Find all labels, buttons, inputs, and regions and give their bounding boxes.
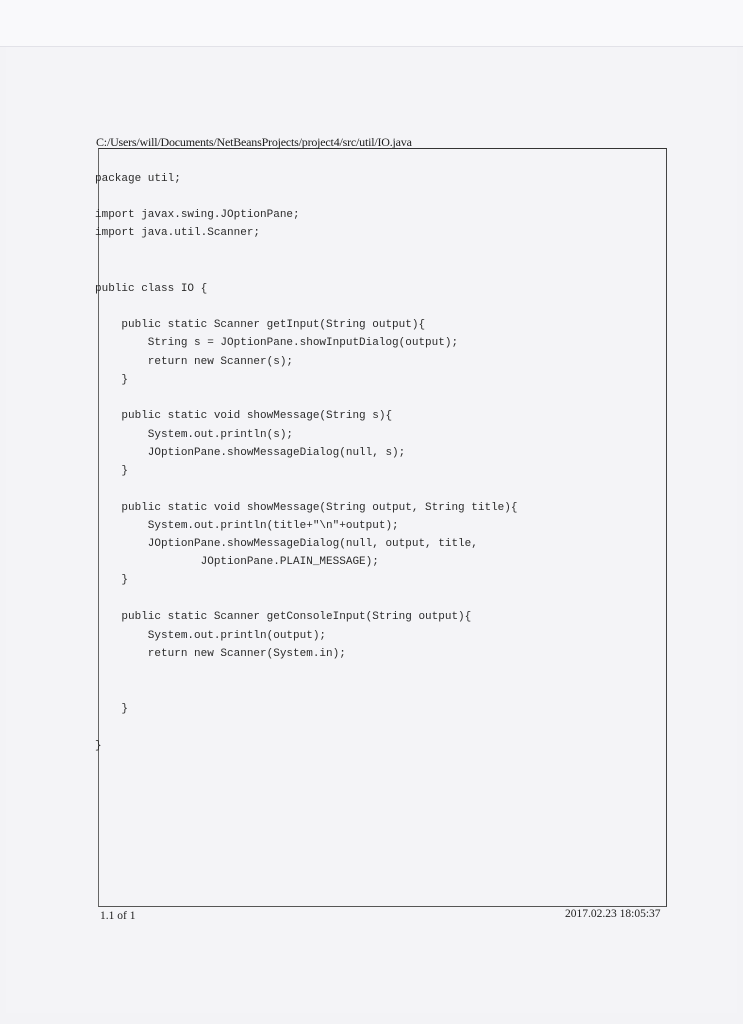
code-line: JOptionPane.PLAIN_MESSAGE); <box>95 556 379 568</box>
code-line: } <box>95 740 102 752</box>
code-line: public class IO { <box>95 283 208 295</box>
code-line: System.out.println(title+"\n"+output); <box>95 520 399 532</box>
code-line: import javax.swing.JOptionPane; <box>95 209 300 221</box>
code-line: } <box>95 574 129 586</box>
scan-background-top <box>0 0 743 46</box>
code-line: public static void showMessage(String output, String title){ <box>95 502 518 514</box>
code-line: } <box>95 465 129 477</box>
code-line: JOptionPane.showMessageDialog(null, output, title, <box>95 538 478 550</box>
code-line: public static void showMessage(String s){ <box>95 410 393 422</box>
code-line: return new Scanner(System.in); <box>95 648 346 660</box>
code-line: JOptionPane.showMessageDialog(null, s); <box>95 447 406 459</box>
page-number: 1.1 of 1 <box>100 910 136 922</box>
code-line: System.out.println(s); <box>95 429 294 441</box>
print-timestamp: 2017.02.23 18:05:37 <box>565 908 661 920</box>
code-line: } <box>95 703 129 715</box>
code-line: public static Scanner getConsoleInput(String output){ <box>95 611 472 623</box>
code-line: import java.util.Scanner; <box>95 227 261 239</box>
code-line: public static Scanner getInput(String output){ <box>95 319 426 331</box>
code-line: String s = JOptionPane.showInputDialog(output); <box>95 337 459 349</box>
code-line: System.out.println(output); <box>95 630 327 642</box>
file-path-header: C:/Users/will/Documents/NetBeansProjects/project4/src/util/IO.java <box>96 135 412 149</box>
code-line: } <box>95 374 129 386</box>
code-line: package util; <box>95 173 181 185</box>
code-line: return new Scanner(s); <box>95 356 294 368</box>
